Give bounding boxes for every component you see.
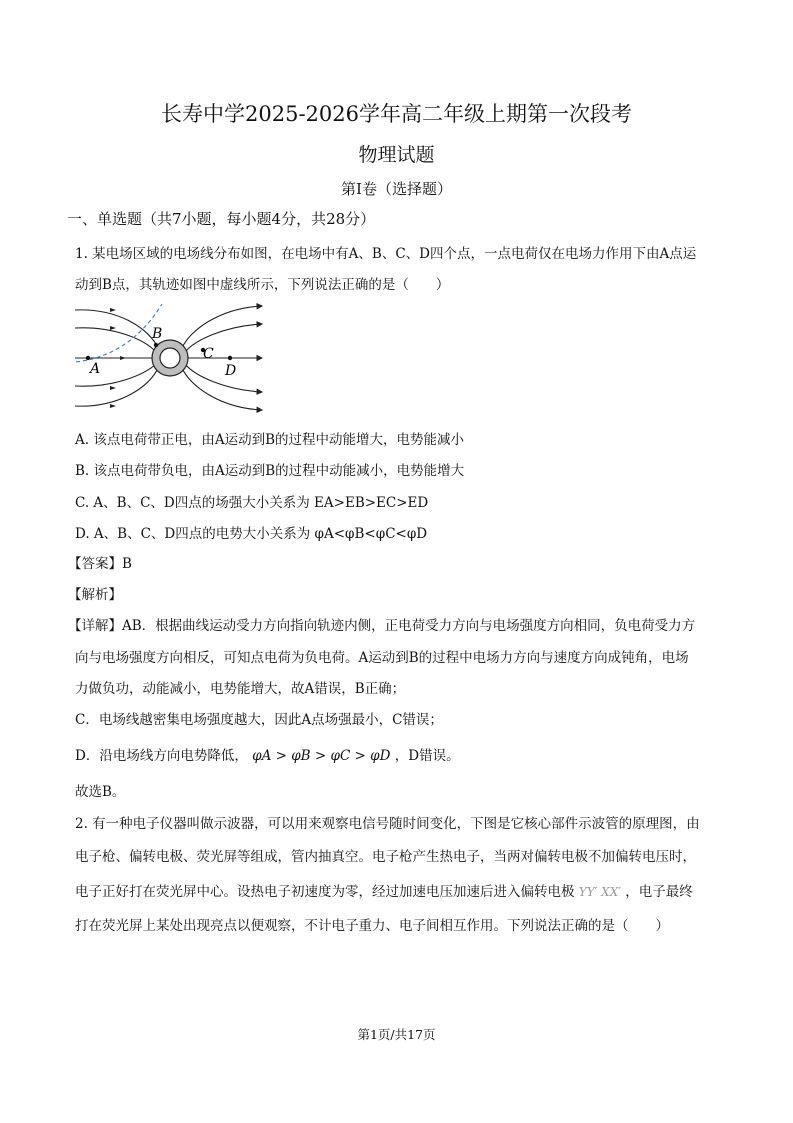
q1-detail-line2: 向与电场强度方向相反，可知点电荷为负电荷。A运动到B的过程中电场力方向与速度方向成钝角，电场 xyxy=(75,650,689,666)
subject-title: 物理试题 xyxy=(358,144,435,166)
exam-title: 长寿中学2025-2026学年高二年级上期第一次段考 xyxy=(161,102,632,126)
q1-option-c: C. A、B、C、D四点的场强大小关系为 EA>EB>EC>ED xyxy=(75,495,429,511)
label-B: B xyxy=(152,326,163,342)
q1-detail-line3: 力做负功，动能减小，电势能增大，故A错误，B正确； xyxy=(75,681,406,697)
q1-detail-line4: C．电场线越密集电场强度越大，因此A点场强最小，C错误； xyxy=(75,712,443,728)
q1-stem-line2: 动到B点，其轨迹如图中虚线所示，下列说法正确的是（ ） xyxy=(75,277,450,293)
q1-detail5-formula: φA > φB > φC > φD xyxy=(252,748,391,764)
q2-electrode-mark: YY′ XX′ xyxy=(578,885,621,899)
q1-stem-line1: 1. 某电场区域的电场线分布如图，在电场中有A、B、C、D四个点，一点电荷仅在电场力作用下由A点运 xyxy=(75,246,697,262)
q1-detail-line5 xyxy=(75,744,460,764)
q2-line3-pre: 电子正好打在荧光屏中心。设热电子初速度为零，经过加速电压加速后进入偏转电极 xyxy=(75,884,575,900)
q2-stem-line1: 2. 有一种电子仪器叫做示波器，可以用来观察电信号随时间变化，下图是它核心部件示波管的原理图，由 xyxy=(75,816,700,832)
q2-stem-line2: 电子枪、偏转电极、荧光屏等组成，管内抽真空。电子枪产生热电子，当两对偏转电极不加偏转电压时， xyxy=(75,849,696,865)
q2-stem-line4: 打在荧光屏上某处出现亮点以便观察，不计电子重力、电子间相互作用。下列说法正确的是（ ） xyxy=(75,918,669,934)
label-C: C xyxy=(203,346,214,362)
volume-title: 第I卷（选择题） xyxy=(341,180,452,198)
q2-stem-line3 xyxy=(75,880,693,900)
field-line-figure xyxy=(70,300,270,420)
q1-detail-line1: 【详解】AB．根据曲线运动受力方向指向轨迹内侧，正电荷受力方向与电场强度方向相同，负电荷受力方 xyxy=(68,618,696,634)
q1-answer: 【答案】B xyxy=(68,556,132,572)
section-heading: 一、单选题（共7小题，每小题4分，共28分） xyxy=(67,210,376,228)
label-D: D xyxy=(225,363,237,379)
q1-detail5-pre: D．沿电场线方向电势降低， xyxy=(75,748,248,764)
label-A: A xyxy=(90,361,101,377)
q1-option-a: A. 该点电荷带正电，由A运动到B的过程中动能增大，电势能减小 xyxy=(75,432,465,448)
q1-detail5-post: ，D错误。 xyxy=(394,748,460,764)
q1-conclusion: 故选B。 xyxy=(75,784,126,800)
q1-option-b: B. 该点电荷带负电，由A运动到B的过程中动能减小，电势能增大 xyxy=(75,463,465,479)
q1-analysis-label: 【解析】 xyxy=(68,587,122,603)
q2-line3-post: ，电子最终 xyxy=(625,884,693,900)
q1-option-d: D. A、B、C、D四点的电势大小关系为 φA<φB<φC<φD xyxy=(75,526,428,542)
page-number: 第1页/共17页 xyxy=(357,1027,436,1042)
